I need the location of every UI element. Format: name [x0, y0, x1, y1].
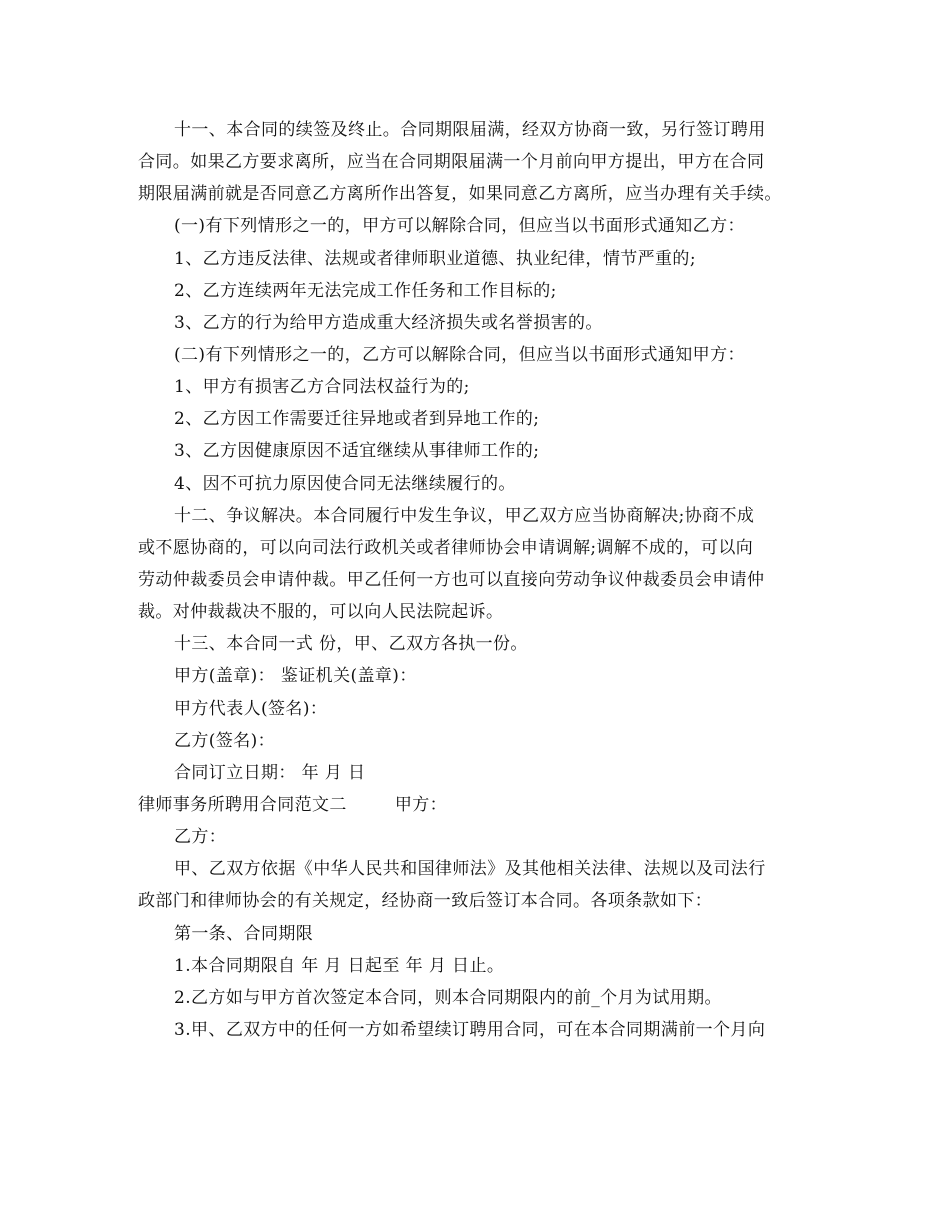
line-text: 甲方： — [394, 794, 448, 815]
line-text: 3.甲、乙双方中的任何一方如希望续订聘用合同，可在本合同期满前一个月向 — [174, 1019, 766, 1040]
line-text: 乙方： — [174, 827, 227, 848]
line-text: 乙方(签名)： — [174, 730, 276, 751]
line-text: (二)有下列情形之一的，乙方可以解除合同，但应当以书面形式通知甲方： — [174, 344, 745, 365]
paragraph-line — [138, 855, 818, 883]
paragraph-line — [138, 695, 818, 723]
paragraph-line — [138, 116, 818, 144]
paragraph-line — [138, 245, 818, 273]
paragraph-line — [138, 534, 818, 562]
paragraph-line — [138, 759, 818, 787]
line-text: 2.乙方如与甲方首次签定本合同，则本合同期限内的前_个月为试用期。 — [174, 987, 722, 1008]
paragraph-line — [138, 437, 818, 465]
paragraph-line — [138, 373, 818, 401]
paragraph-line — [138, 566, 818, 594]
line-text: 1.本合同期限自 年 月 日起至 年 月 日止。 — [174, 955, 505, 976]
line-text: 或不愿协商的，可以向司法行政机关或者律师协会申请调解;调解不成的，可以向 — [138, 537, 754, 558]
line-text: 合同订立日期： 年 月 日 — [174, 762, 366, 783]
paragraph-line — [138, 984, 818, 1012]
paragraph-line — [138, 180, 818, 208]
line-text: 甲方(盖章)： 鉴证机关(盖章)： — [174, 666, 417, 687]
paragraph-line — [138, 502, 818, 530]
paragraph-line — [138, 920, 818, 948]
line-text: 十一、本合同的续签及终止。合同期限届满，经双方协商一致，另行签订聘用 — [174, 120, 766, 140]
line-text: 甲方代表人(签名)： — [174, 698, 328, 719]
line-text: 劳动仲裁委员会申请仲裁。甲乙任何一方也可以直接向劳动争议仲裁委员会申请仲 — [138, 569, 765, 590]
section-title: 律师事务所聘用合同范文二 — [138, 794, 347, 815]
paragraph-line — [138, 212, 818, 240]
line-text: 合同。如果乙方要求离所，应当在合同期限届满一个月前向甲方提出，甲方在合同 — [138, 152, 765, 173]
paragraph-line — [138, 470, 818, 498]
paragraph-line — [138, 309, 818, 337]
paragraph-line — [138, 148, 818, 176]
line-text: 第一条、合同期限 — [174, 923, 314, 944]
line-text: 甲、乙双方依据《中华人民共和国律师法》及其他相关法律、法规以及司法行 — [174, 859, 766, 880]
document-page — [138, 116, 818, 1048]
paragraph-line — [138, 598, 818, 626]
paragraph-line — [138, 823, 818, 851]
line-text: 政部门和律师协会的有关规定，经协商一致后签订本合同。各项条款如下： — [138, 891, 713, 912]
line-text: 3、乙方因健康原因不适宜继续从事律师工作的; — [174, 441, 540, 462]
paragraph-line — [138, 952, 818, 980]
line-text: 期限届满前就是否同意乙方离所作出答复，如果同意乙方离所，应当办理有关手续。 — [138, 184, 782, 205]
line-text: 裁。对仲裁裁决不服的，可以向人民法院起诉。 — [138, 602, 504, 623]
line-text: 十三、本合同一式 份，甲、乙双方各执一份。 — [174, 634, 528, 655]
paragraph-line — [138, 630, 818, 658]
paragraph-line — [138, 887, 818, 915]
line-text: 1、甲方有损害乙方合同法权益行为的; — [174, 377, 470, 398]
paragraph-line — [138, 1016, 818, 1044]
paragraph-line — [138, 727, 818, 755]
line-text: (一)有下列情形之一的，甲方可以解除合同，但应当以书面形式通知乙方： — [174, 216, 745, 237]
paragraph-line — [138, 662, 818, 690]
line-text: 4、因不可抗力原因使合同无法继续履行的。 — [174, 473, 516, 494]
paragraph-line — [138, 341, 818, 369]
line-text: 3、乙方的行为给甲方造成重大经济损失或名誉损害的。 — [174, 312, 603, 333]
line-text: 十二、争议解决。本合同履行中发生争议，甲乙双方应当协商解决;协商不成 — [174, 505, 755, 526]
line-text: 1、乙方违反法律、法规或者律师职业道德、执业纪律，情节严重的; — [174, 248, 696, 269]
paragraph-line — [138, 791, 818, 819]
paragraph-line — [138, 405, 818, 433]
paragraph-line — [138, 277, 818, 305]
line-text: 2、乙方因工作需要迁往异地或者到异地工作的; — [174, 409, 540, 430]
line-text: 2、乙方连续两年无法完成工作任务和工作目标的; — [174, 280, 557, 301]
